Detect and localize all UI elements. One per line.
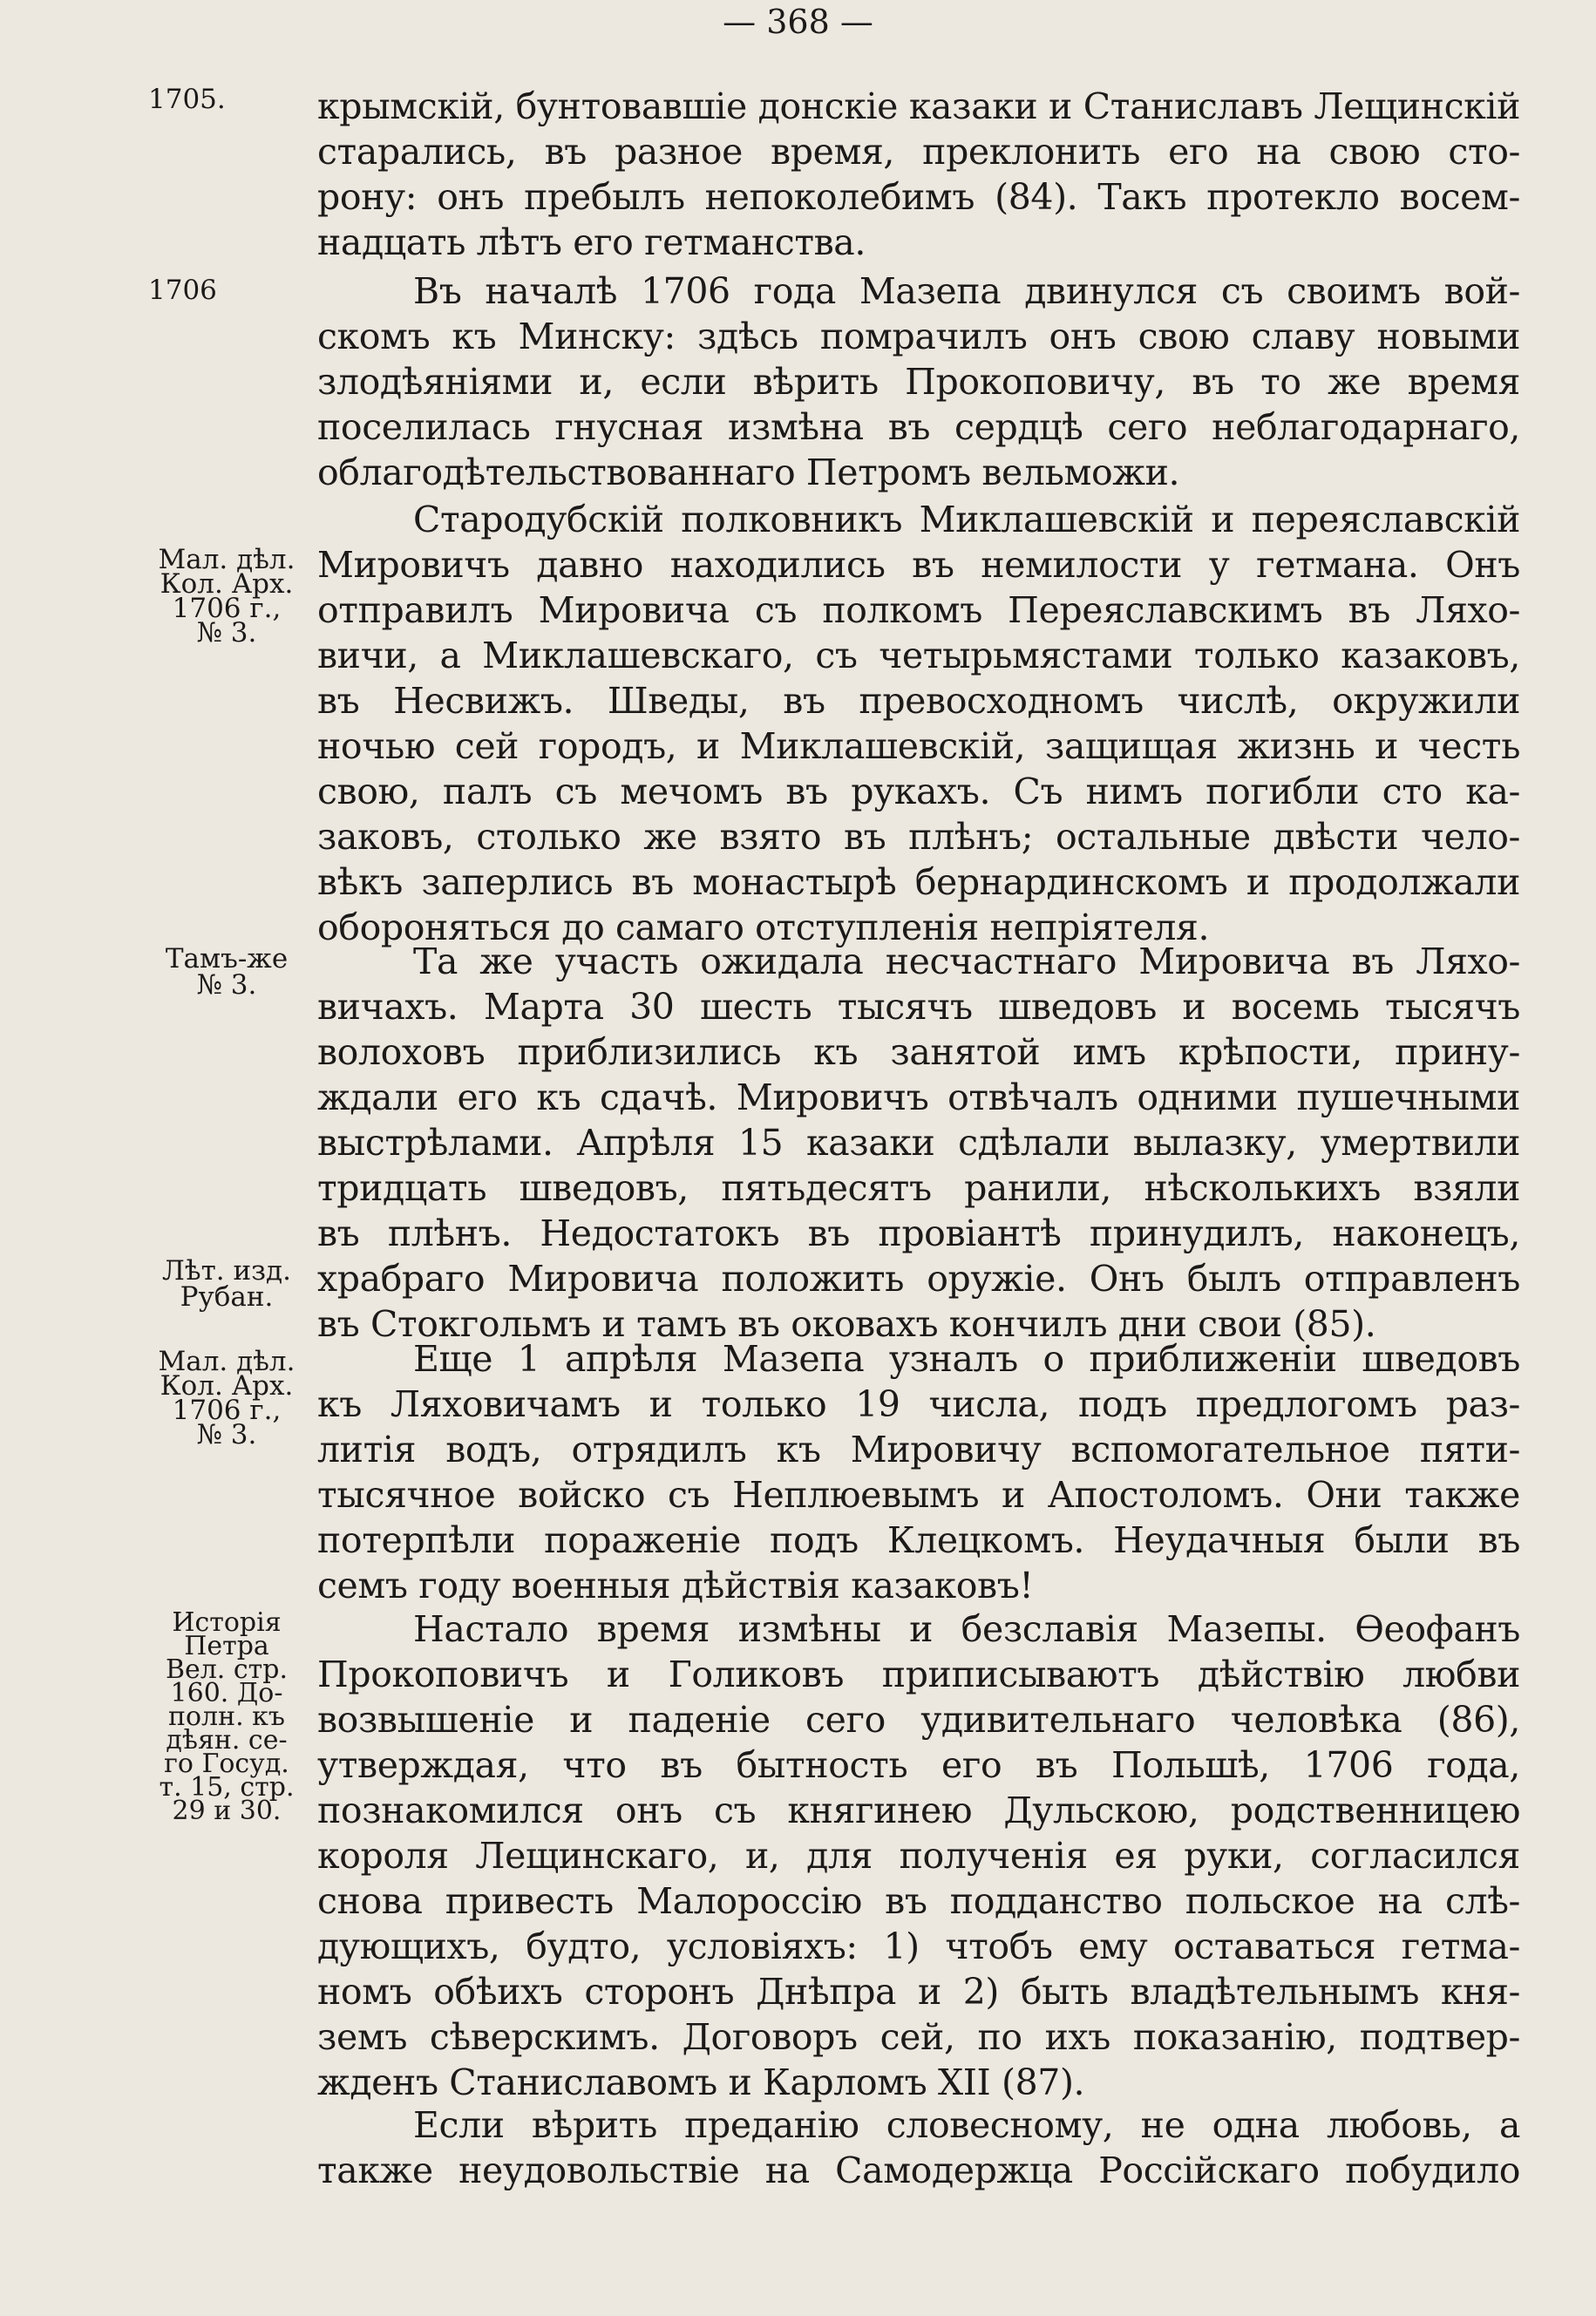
text-line: въ плѣнъ. Недостатокъ въ провіантѣ принудилъ, наконецъ, bbox=[317, 1212, 1520, 1254]
text-line: снова привесть Малороссію въ подданство польское на слѣ- bbox=[317, 1880, 1520, 1922]
margin-note-line: Исторія bbox=[172, 1607, 282, 1638]
margin-note-line: 29 и 30. bbox=[172, 1796, 282, 1826]
text-line: въ Стокгольмъ и тамъ въ оковахъ кончилъ дни свои (85). bbox=[317, 1303, 1376, 1345]
margin-note-year-1705 bbox=[148, 84, 323, 115]
text-line: короля Лещинскаго, и, для полученія ея руки, согласился bbox=[317, 1835, 1520, 1877]
text-line: ночью сей городъ, и Миклашевскій, защищая жизнь и честь bbox=[317, 725, 1520, 767]
margin-note-line: Рубан. bbox=[180, 1281, 274, 1313]
margin-note-line: № 3. bbox=[196, 617, 257, 649]
text-line: надцать лѣтъ его гетманства. bbox=[317, 221, 866, 263]
paragraph-7 bbox=[317, 2102, 1520, 2193]
text-line: Та же участь ожидала несчастнаго Мировича въ Ляхо- bbox=[413, 941, 1520, 982]
paragraph-6 bbox=[317, 1606, 1520, 2105]
text-line: вѣкъ заперлись въ монастырѣ бернардинскомъ и продолжали bbox=[317, 861, 1520, 903]
text-line: поселилась гнусная измѣна въ сердцѣ сего неблагодарнаго, bbox=[317, 406, 1520, 448]
margin-note-line: го Госуд. bbox=[164, 1749, 289, 1779]
paragraph-5 bbox=[317, 1336, 1520, 1608]
margin-note-line: дѣян. се- bbox=[166, 1725, 288, 1756]
text-line: номъ обѣихъ сторонъ Днѣпра и 2) быть владѣтельнымъ кня- bbox=[317, 1971, 1520, 2013]
text-line: дующихъ, будто, условіяхъ: 1) чтобъ ему оставаться гетма- bbox=[317, 1925, 1520, 1967]
text-line: злодѣяніями и, если вѣрить Прокоповичу, въ то же время bbox=[317, 361, 1520, 403]
text-line: отправилъ Мировича съ полкомъ Переяславскимъ въ Ляхо- bbox=[317, 589, 1520, 631]
text-line: вичахъ. Марта 30 шесть тысячъ шведовъ и восемь тысячъ bbox=[317, 986, 1520, 1028]
text-line: литія водъ, отрядилъ къ Мировичу вспомогательное пяти- bbox=[317, 1429, 1520, 1470]
text-line: также неудовольствіе на Самодержца Россійскаго побудило bbox=[317, 2150, 1520, 2191]
text-line: Если вѣрить преданію словесному, не одна любовь, а bbox=[413, 2104, 1520, 2146]
text-line: крымскій, бунтовавшіе донскіе казаки и Станиславъ Лещинскій bbox=[317, 85, 1520, 127]
margin-note-line: Тамъ-же bbox=[165, 943, 289, 975]
margin-note-line: Вел. стр. bbox=[165, 1654, 289, 1685]
margin-note-line: Лѣт. изд. bbox=[162, 1255, 291, 1287]
text-line: храбраго Мировича положить оружіе. Онъ былъ отправленъ bbox=[317, 1258, 1520, 1300]
text-line: возвышеніе и паденіе сего удивительнаго человѣка (86), bbox=[317, 1699, 1520, 1741]
margin-note-archive-1 bbox=[139, 544, 314, 649]
text-line: познакомился онъ съ княгинею Дульскою, родственницею bbox=[317, 1790, 1520, 1831]
margin-note-line: 1706 г., bbox=[172, 1395, 282, 1426]
margin-note-line: полн. къ bbox=[167, 1701, 286, 1732]
paragraph-1 bbox=[317, 84, 1520, 265]
text-line: жденъ Станиславомъ и Карломъ XII (87). bbox=[317, 2061, 1085, 2103]
text-line: семъ году военныя дѣйствія казаковъ! bbox=[317, 1565, 1034, 1606]
text-line: тысячное войско съ Неплюевымъ и Апостоломъ. Они также bbox=[317, 1474, 1520, 1516]
text-line: старались, въ разное время, преклонить его на свою сто- bbox=[317, 131, 1520, 173]
paragraph-2 bbox=[317, 268, 1520, 495]
text-line: Мировичъ давно находились въ немилости у гетмана. Онъ bbox=[317, 544, 1520, 586]
text-line: Въ началѣ 1706 года Мазепа двинулся съ своимъ вой- bbox=[413, 270, 1520, 312]
margin-note-same-source bbox=[139, 943, 314, 1001]
margin-note-line: № 3. bbox=[196, 969, 257, 1001]
text-line: Стародубскій полковникъ Миклашевскій и переяславскій bbox=[413, 499, 1520, 540]
text-line: Настало время измѣны и безславія Мазепы. Ѳеофанъ bbox=[413, 1608, 1520, 1650]
margin-note-year-1706 bbox=[148, 275, 323, 306]
text-line: обороняться до самаго отступленія непріятеля. bbox=[317, 907, 1210, 948]
margin-note-line: 1706 г., bbox=[172, 593, 282, 624]
margin-note-chronicle bbox=[139, 1255, 314, 1313]
text-line: вичи, а Миклашевскаго, съ четырьмястами только казаковъ, bbox=[317, 635, 1520, 676]
margin-note-archive-2 bbox=[139, 1346, 314, 1450]
margin-note-line: 1706 bbox=[148, 275, 217, 306]
text-line: земъ сѣверскимъ. Договоръ сей, по ихъ показанію, подтвер- bbox=[317, 2016, 1520, 2058]
paragraph-4 bbox=[317, 939, 1520, 1347]
margin-note-line: № 3. bbox=[196, 1419, 257, 1450]
text-line: выстрѣлами. Апрѣля 15 казаки сдѣлали вылазку, умертвили bbox=[317, 1122, 1520, 1164]
text-line: рону: онъ пребылъ непоколебимъ (84). Такъ протекло восем- bbox=[317, 176, 1520, 218]
text-line: къ Ляховичамъ и только 19 числа, подъ предлогомъ раз- bbox=[317, 1383, 1520, 1425]
margin-note-line: Кол. Арх. bbox=[160, 568, 294, 600]
margin-note-line: Кол. Арх. bbox=[160, 1370, 294, 1402]
margin-note-line: т. 15, стр. bbox=[159, 1772, 295, 1803]
text-line: Прокоповичъ и Голиковъ приписываютъ дѣйствію любви bbox=[317, 1654, 1520, 1695]
text-line: въ Несвижъ. Шведы, въ превосходномъ числѣ, окружили bbox=[317, 680, 1520, 722]
text-line: скомъ къ Минску: здѣсь помрачилъ онъ свою славу новыми bbox=[317, 316, 1520, 357]
margin-note-line: 160. До- bbox=[170, 1678, 283, 1708]
page-number: — 368 — bbox=[723, 3, 873, 41]
margin-note-line: Мал. дѣл. bbox=[158, 544, 295, 575]
text-line: потерпѣли пораженіе подъ Клецкомъ. Неудачныя были въ bbox=[317, 1519, 1520, 1561]
margin-note-history-peter bbox=[139, 1607, 314, 1826]
text-line: Еще 1 апрѣля Мазепа узналъ о приближеніи шведовъ bbox=[413, 1338, 1520, 1380]
text-line: волоховъ приблизились къ занятой имъ крѣпости, прину- bbox=[317, 1031, 1520, 1073]
text-line: утверждая, что въ бытность его въ Польшѣ, 1706 года, bbox=[317, 1744, 1520, 1786]
margin-note-line: Мал. дѣл. bbox=[158, 1346, 295, 1377]
margin-note-line: Петра bbox=[184, 1631, 269, 1661]
paragraph-3 bbox=[317, 497, 1520, 950]
margin-note-line: 1705. bbox=[148, 84, 226, 115]
text-line: свою, палъ съ мечомъ въ рукахъ. Съ нимъ погибли сто ка- bbox=[317, 771, 1520, 812]
text-line: тридцать шведовъ, пятьдесятъ ранили, нѣсколькихъ взяли bbox=[317, 1167, 1520, 1209]
text-line: заковъ, столько же взято въ плѣнъ; остальные двѣсти чело- bbox=[317, 816, 1520, 858]
text-line: ждали его къ сдачѣ. Мировичъ отвѣчалъ одними пушечными bbox=[317, 1076, 1520, 1118]
text-line: облагодѣтельствованнаго Петромъ вельможи. bbox=[317, 452, 1180, 493]
